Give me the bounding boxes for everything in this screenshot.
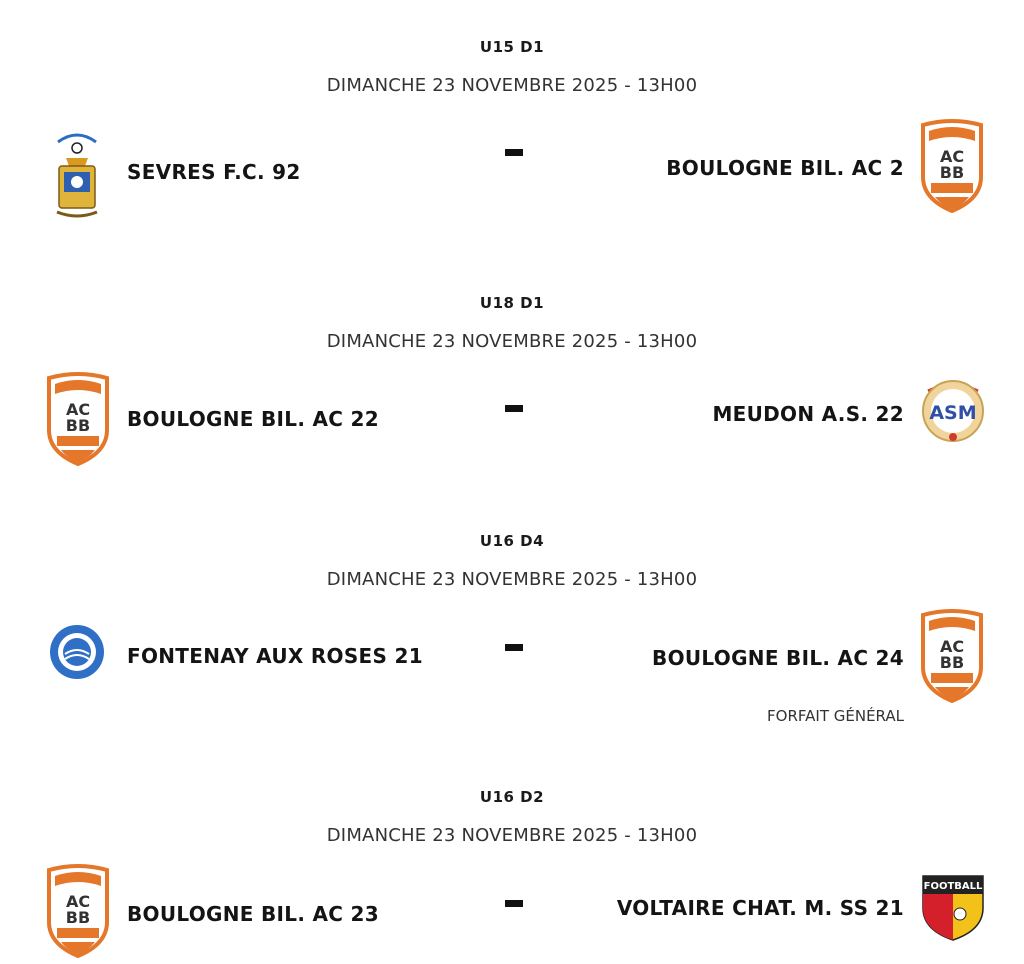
home-team-name: FONTENAY AUX ROSES 21 (127, 644, 423, 668)
match-category: U16 D2 (479, 788, 545, 806)
acbb-logo-icon (919, 119, 985, 213)
match-date: DIMANCHE 23 NOVEMBRE 2025 - 13H00 (326, 825, 698, 846)
as-fontenay-logo-icon (49, 624, 105, 680)
asm-meudon-logo-icon (920, 377, 986, 447)
versus-dash (505, 405, 523, 412)
svg-text:BB: BB (65, 908, 91, 927)
versus-dash (505, 149, 523, 156)
svg-text:AC: AC (65, 400, 91, 419)
away-team-name: BOULOGNE BIL. AC 24 (652, 646, 904, 670)
acbb-logo-icon (45, 372, 111, 466)
versus-dash (505, 644, 523, 651)
svg-text:FOOTBALL: FOOTBALL (923, 881, 983, 892)
match-category: U16 D4 (479, 532, 545, 550)
versus-dash (505, 900, 523, 907)
svg-text:AC: AC (939, 637, 965, 656)
svg-text:ASM: ASM (929, 402, 977, 424)
svg-text:BB: BB (65, 416, 91, 435)
svg-text:BB: BB (939, 163, 965, 182)
match-date: DIMANCHE 23 NOVEMBRE 2025 - 13H00 (326, 331, 698, 352)
sevres-fc-logo-icon (52, 128, 102, 220)
svg-text:BB: BB (939, 653, 965, 672)
away-team-name: BOULOGNE BIL. AC 2 (666, 156, 904, 180)
match-date: DIMANCHE 23 NOVEMBRE 2025 - 13H00 (326, 75, 698, 96)
voltaire-football-logo-icon (920, 872, 986, 942)
svg-text:AC: AC (939, 147, 965, 166)
match-date: DIMANCHE 23 NOVEMBRE 2025 - 13H00 (326, 569, 698, 590)
home-team-name: BOULOGNE BIL. AC 22 (127, 407, 379, 431)
away-team-name: MEUDON A.S. 22 (712, 402, 904, 426)
home-team-name: BOULOGNE BIL. AC 23 (127, 902, 379, 926)
away-team-name: VOLTAIRE CHAT. M. SS 21 (616, 896, 904, 920)
match-category: U18 D1 (479, 294, 545, 312)
svg-text:AC: AC (65, 892, 91, 911)
home-team-name: SEVRES F.C. 92 (127, 160, 301, 184)
acbb-logo-icon (919, 609, 985, 703)
match-category: U15 D1 (479, 38, 545, 56)
acbb-logo-icon (45, 864, 111, 958)
match-note: FORFAIT GÉNÉRAL (767, 707, 904, 725)
